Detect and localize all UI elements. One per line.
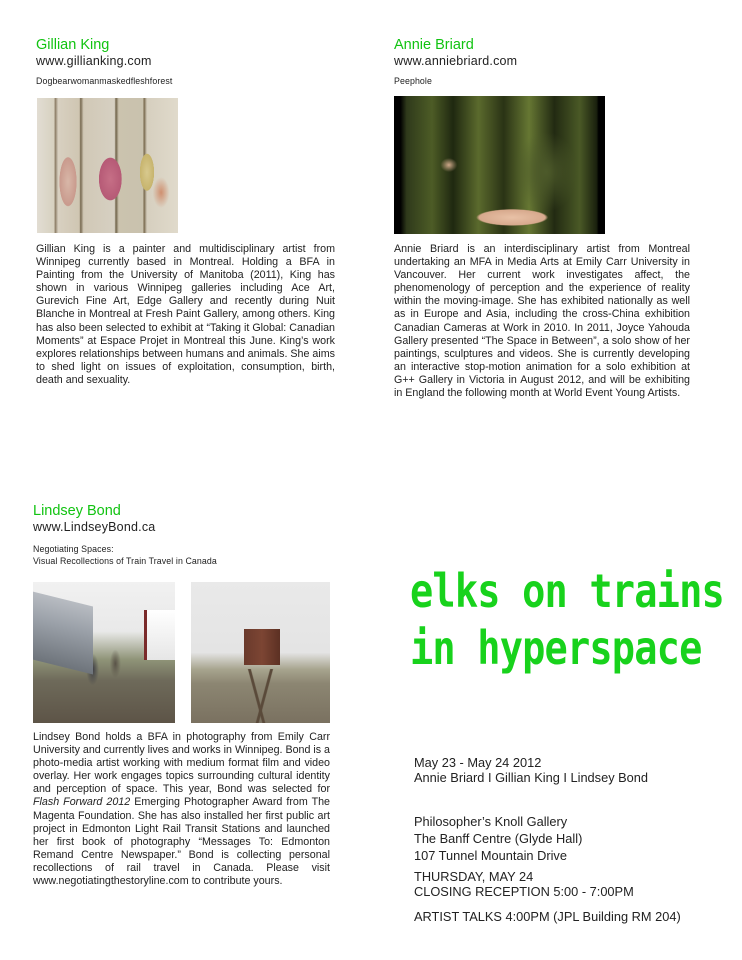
artist-lindsey-bond (33, 503, 353, 567)
event-talks: ARTIST TALKS 4:00PM (JPL Building RM 204) (414, 909, 681, 924)
artist-bio: Annie Briard is an interdisciplinary artist from Montreal undertaking an MFA in Media Arts at Emily Carr University in Vancouver. Her current work investigates affect, the phenomenology of perception and the experience of reality within the moving-image. She has exhibited nationally as well as in Europe and Asia, including the cross-China exhibition Canadian Cameras at Work in 2010. In 2011, Joyce Yahouda Gallery presented “The Space in Between”, a solo show of her paintings, sculptures and videos. She is currently developing an interactive stop-motion animation for a solo exhibition at G++ Gallery in Victoria in August 2012, and will be exhibiting in England the following month at World Event Young Artists. (394, 243, 690, 400)
event-dates: May 23 - May 24 2012 (414, 755, 542, 770)
bio-part1: Lindsey Bond holds a BFA in photography from Emily Carr University and currently lives and works in Winnipeg. Bond is a photo-media artist working with medium format film and video overlay. Her work engages topics surrounding cultural identity and perception of space. This year, Bond was selected for (33, 731, 331, 796)
event-venue-block (414, 813, 582, 864)
artist-name: Annie Briard (394, 37, 474, 53)
artwork-image (394, 96, 605, 234)
artwork-image (37, 98, 178, 233)
artist-url[interactable]: www.gillianking.com (36, 54, 152, 68)
artist-name: Lindsey Bond (33, 503, 121, 519)
venue-address: 107 Tunnel Mountain Drive (414, 848, 567, 863)
event-title-line2: in hyperspace (410, 621, 702, 675)
artist-url[interactable]: www.LindseyBond.ca (33, 520, 156, 534)
venue-name: Philosopher’s Knoll Gallery (414, 814, 568, 829)
artist-url[interactable]: www.anniebriard.com (394, 54, 518, 68)
artist-name: Gillian King (36, 37, 110, 53)
work-title-line2: Visual Recollections of Train Travel in Canada (33, 556, 217, 566)
event-reception-block (414, 870, 634, 899)
venue-building: The Banff Centre (Glyde Hall) (414, 831, 583, 846)
work-title: Peephole (394, 76, 432, 86)
artist-gillian-king (36, 37, 336, 87)
artwork-image-platform (33, 582, 175, 723)
event-title-line1: elks on trains (410, 564, 724, 618)
artist-annie-briard (394, 37, 694, 87)
event-dates-block (414, 756, 648, 785)
reception-day: THURSDAY, MAY 24 (414, 869, 534, 884)
work-title: Dogbearwomanmaskedfleshforest (36, 76, 173, 86)
event-artists: Annie Briard I Gillian King I Lindsey Bond (414, 769, 649, 785)
artist-bio: Gillian King is a painter and multidisciplinary artist from Winnipeg currently based in Montreal. Holding a BFA in Painting from the University of Manitoba (2011), King has shown in various Winnipeg galleries including Ace Art, Gurevich Fine Art, Edge Gallery and recently during Nuit Blanche in Montreal at Fresh Paint Gallery, among others. King has also been selected to exhibit at “Taking it Global: Canadian Moments” at Espace Projet in Montreal this June. King’s work explores relationships between humans and animals. She aims to shed light on issues of exploitation, consumption, birth, death and sexuality. (36, 243, 335, 386)
bio-part2: Emerging Photographer Award from The Magenta Foundation. She has also installed her first public art project in Edmonton Light Rail Transit Stations and launched her first book of photography “Messages To: Edmonton Remand Centre Newspaper.” Bond is collecting personal recollections of rail travel in Canada. Please visit www.negotiatingthestoryline.com to contribute yours. (33, 796, 330, 888)
work-title-line1: Negotiating Spaces: (33, 544, 114, 554)
reception-time: CLOSING RECEPTION 5:00 - 7:00PM (414, 883, 634, 899)
artist-bio (33, 731, 330, 888)
event-title (410, 563, 724, 677)
bio-italic: Flash Forward 2012 (33, 796, 131, 809)
artwork-image-boxcar (191, 582, 330, 723)
